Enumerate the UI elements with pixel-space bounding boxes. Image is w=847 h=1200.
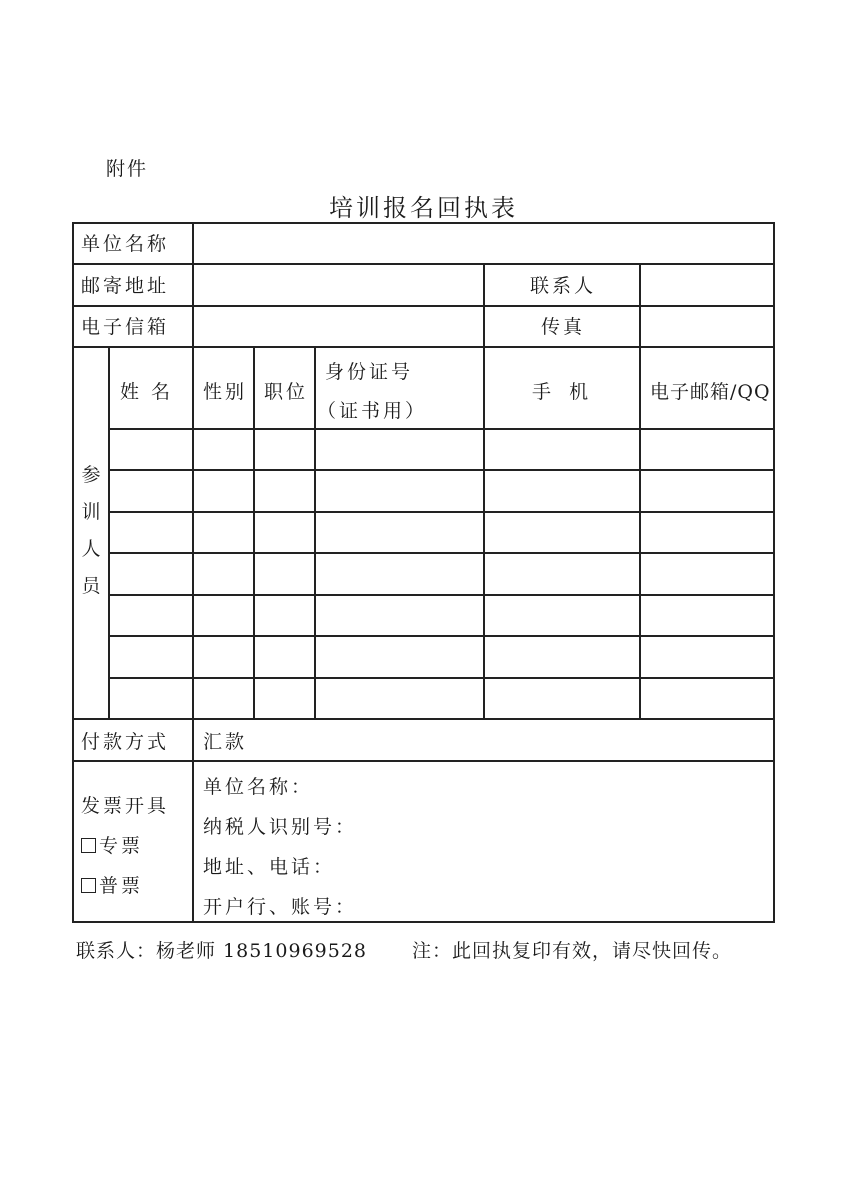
fax-label: 传真 (541, 316, 586, 338)
page-title: 培训报名回执表 (329, 194, 518, 222)
checkbox-icon[interactable] (81, 838, 96, 853)
column-header-id-number: 身份证号 (325, 361, 414, 383)
mailing-address-label: 邮寄地址 (81, 275, 170, 297)
invoice-field-tax-id: 纳税人识别号： (203, 816, 358, 838)
table-grid-lines (72, 222, 775, 923)
invoice-special-option[interactable] (81, 837, 143, 856)
column-header-gender: 性别 (203, 381, 248, 403)
column-header-email-qq: 电子邮箱/QQ (650, 381, 771, 403)
unit-name-label: 单位名称 (81, 233, 170, 255)
invoice-field-unit-name: 单位名称： (203, 776, 314, 798)
invoice-field-bank-account: 开户行、账号： (203, 896, 358, 918)
column-header-mobile: 手 机 (532, 381, 589, 403)
invoice-general-label: 普票 (99, 875, 144, 897)
invoice-field-address-phone: 地址、电话： (203, 856, 336, 878)
participants-char: 人 (81, 538, 101, 560)
column-header-id-note: （证书用） (317, 400, 428, 422)
contact-person-label: 联系人 (530, 275, 597, 297)
participants-char: 参 (81, 464, 101, 486)
column-header-position: 职位 (264, 381, 309, 403)
invoice-general-option[interactable] (81, 877, 143, 896)
participants-char: 员 (81, 575, 101, 597)
registration-form-table (72, 222, 775, 923)
invoice-special-label: 专票 (99, 835, 144, 857)
footer-contact: 联系人：杨老师 18510969528 (76, 940, 368, 962)
payment-method-value: 汇款 (203, 731, 248, 753)
participants-vertical-label (80, 466, 102, 614)
column-header-name: 姓 名 (120, 381, 174, 403)
checkbox-icon[interactable] (81, 878, 96, 893)
footer-note: 注：此回执复印有效，请尽快回传。 (412, 940, 733, 962)
payment-method-label: 付款方式 (81, 731, 170, 753)
attachment-label: 附件 (106, 158, 149, 180)
invoice-label: 发票开具 (81, 795, 170, 817)
email-label: 电子信箱 (81, 316, 170, 338)
participants-char: 训 (81, 501, 101, 523)
